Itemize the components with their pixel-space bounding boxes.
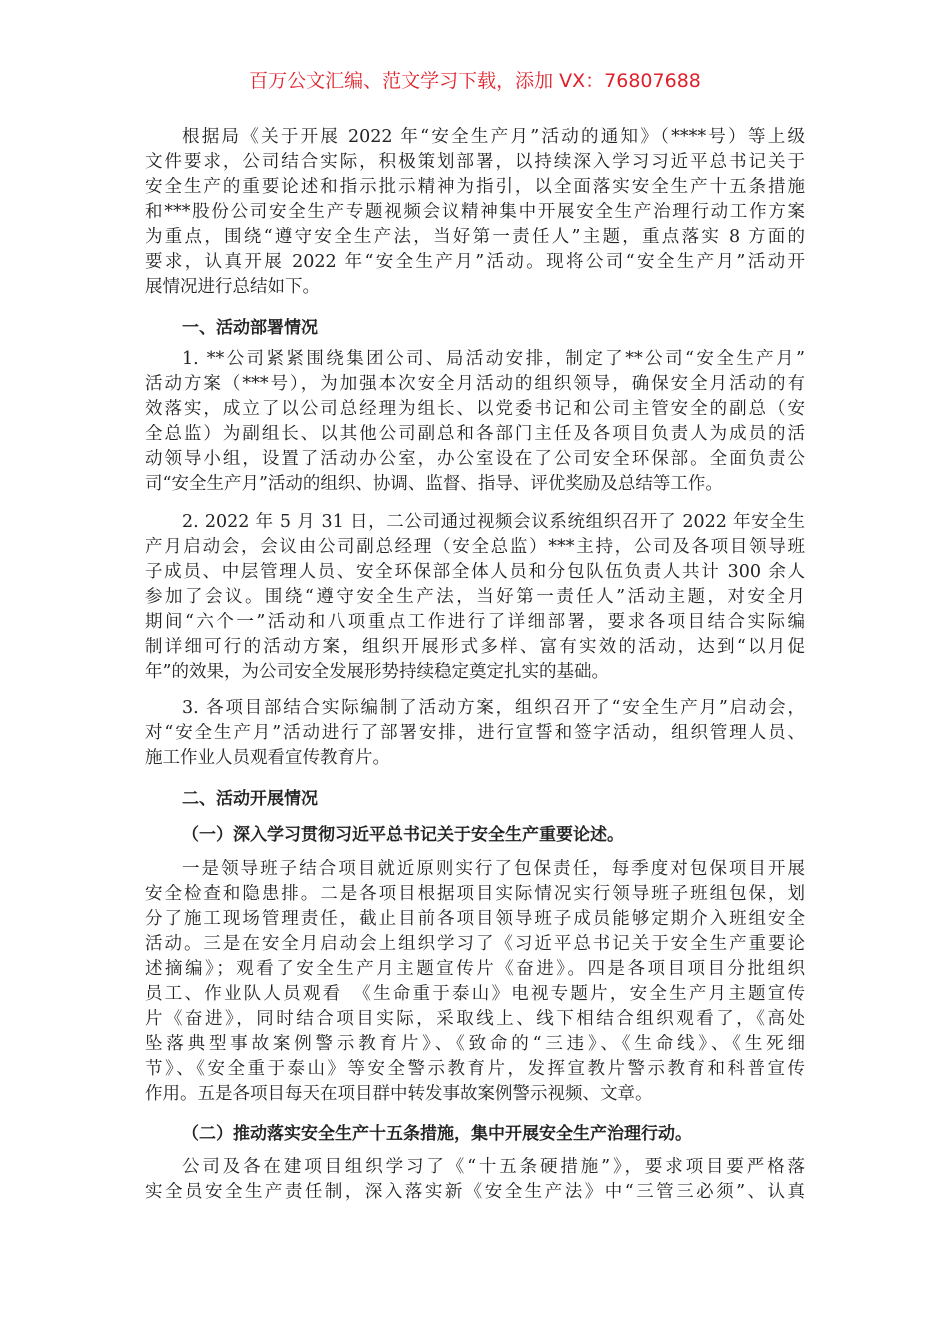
text-line: 施工作业人员观看宣传教育片。 [145, 748, 390, 768]
paragraph-1 [145, 347, 805, 497]
text-line: 动领导小组，设置了活动办公室，办公室设在了公司安全环保部。全面负责公 [145, 449, 805, 469]
section-heading-2: 二、活动开展情况 [182, 789, 318, 809]
text-line: 一是领导班子结合项目就近原则实行了包保责任，每季度对包保项目开展 [182, 859, 805, 879]
subheading-1: （一）深入学习贯彻习近平总书记关于安全生产重要论述。 [182, 825, 624, 845]
text-line: 为重点，围绕“遵守安全生产法，当好第一责任人”主题，重点落实 8 方面的 [145, 227, 805, 247]
intro-paragraph [145, 125, 805, 300]
text-line: 员工、作业队人员观看 《生命重于泰山》电视专题片，安全生产月主题宣传 [145, 984, 805, 1004]
text-line: 实全员安全生产责任制，深入落实新《安全生产法》中“三管三必须”、认真 [145, 1182, 805, 1202]
paragraph-2 [145, 510, 805, 685]
text-line: 公司及各在建项目组织学习了《“十五条硬措施”》，要求项目要严格落 [182, 1157, 805, 1177]
text-line: 3. 各项目部结合实际编制了活动方案，组织召开了“安全生产月”启动会， [182, 698, 805, 718]
watermark-banner: 百万公文汇编、范文学习下载，添加 VX：76807688 [249, 70, 701, 92]
paragraph-5 [145, 1155, 805, 1205]
text-line: 制详细可行的活动方案，组织开展形式多样、富有实效的活动，达到“以月促 [145, 637, 805, 657]
text-line: 坠落典型事故案例警示教育片》、《致命的“三违》、《生命线》、《生死细 [145, 1034, 805, 1054]
paragraph-4 [145, 857, 805, 1107]
text-line: 期间“六个一”活动和八项重点工作进行了详细部署，要求各项目结合实际编 [145, 612, 805, 632]
text-line: 展情况进行总结如下。 [145, 277, 320, 297]
text-line: 片《奋进》，同时结合项目实际，采取线上、线下相结合组织观看了，《高处 [145, 1009, 805, 1029]
text-line: 子成员、中层管理人员、安全环保部全体人员和分包队伍负责人共计 300 余人 [145, 562, 805, 582]
text-line: 和***股份公司安全生产专题视频会议精神集中开展安全生产治理行动工作方案 [145, 202, 805, 222]
text-line: 对“安全生产月”活动进行了部署安排，进行宣誓和签字活动，组织管理人员、 [145, 723, 805, 743]
text-line: 1. **公司紧紧围绕集团公司、局活动安排，制定了**公司“安全生产月” [182, 349, 805, 369]
text-line: 述摘编》；观看了安全生产月主题宣传片《奋进》。四是各项目项目分批组织 [145, 959, 805, 979]
text-line: 活动。三是在安全月启动会上组织学习了《习近平总书记关于安全生产重要论 [145, 934, 805, 954]
text-line: 安全检查和隐患排。二是各项目根据项目实际情况实行领导班子班组包保，划 [145, 884, 805, 904]
text-line: 活动方案（***号），为加强本次安全月活动的组织领导，确保安全月活动的有 [145, 374, 805, 394]
text-line: 要求，认真开展 2022 年“安全生产月”活动。现将公司“安全生产月”活动开 [145, 252, 805, 272]
text-line: 安全生产的重要论述和指示批示精神为指引，以全面落实安全生产十五条措施 [145, 177, 805, 197]
text-line: 分了施工现场管理责任，截止目前各项目领导班子成员能够定期介入班组安全 [145, 909, 805, 929]
section-heading-1: 一、活动部署情况 [182, 318, 318, 338]
text-line: 节》、《安全重于泰山》等安全警示教育片，发挥宣教片警示教育和科普宣传 [145, 1059, 805, 1079]
text-line: 参加了会议。围绕“遵守安全生产法，当好第一责任人”活动主题，对安全月 [145, 587, 805, 607]
subheading-2: （二）推动落实安全生产十五条措施，集中开展安全生产治理行动。 [182, 1124, 692, 1144]
text-line: 效落实，成立了以公司总经理为组长、以党委书记和公司主管安全的副总（安 [145, 399, 805, 419]
text-line: 2. 2022 年 5 月 31 日，二公司通过视频会议系统组织召开了 2022 年安全生 [182, 512, 805, 532]
text-line: 文件要求，公司结合实际，积极策划部署，以持续深入学习习近平总书记关于 [145, 152, 805, 172]
text-line: 根据局《关于开展 2022 年“安全生产月”活动的通知》（****号）等上级 [182, 127, 805, 147]
text-line: 作用。五是各项目每天在项目群中转发事故案例警示视频、文章。 [145, 1084, 653, 1104]
text-line: 司“安全生产月”活动的组织、协调、监督、指导、评优奖励及总结等工作。 [145, 474, 723, 494]
text-line: 全总监）为副组长、以其他公司副总和各部门主任及各项目负责人为成员的活 [145, 424, 805, 444]
paragraph-3 [145, 696, 805, 771]
text-line: 产月启动会，会议由公司副总经理（安全总监）***主持，公司及各项目领导班 [145, 537, 805, 557]
text-line: 年”的效果，为公司安全发展形势持续稳定奠定扎实的基础。 [145, 662, 609, 682]
